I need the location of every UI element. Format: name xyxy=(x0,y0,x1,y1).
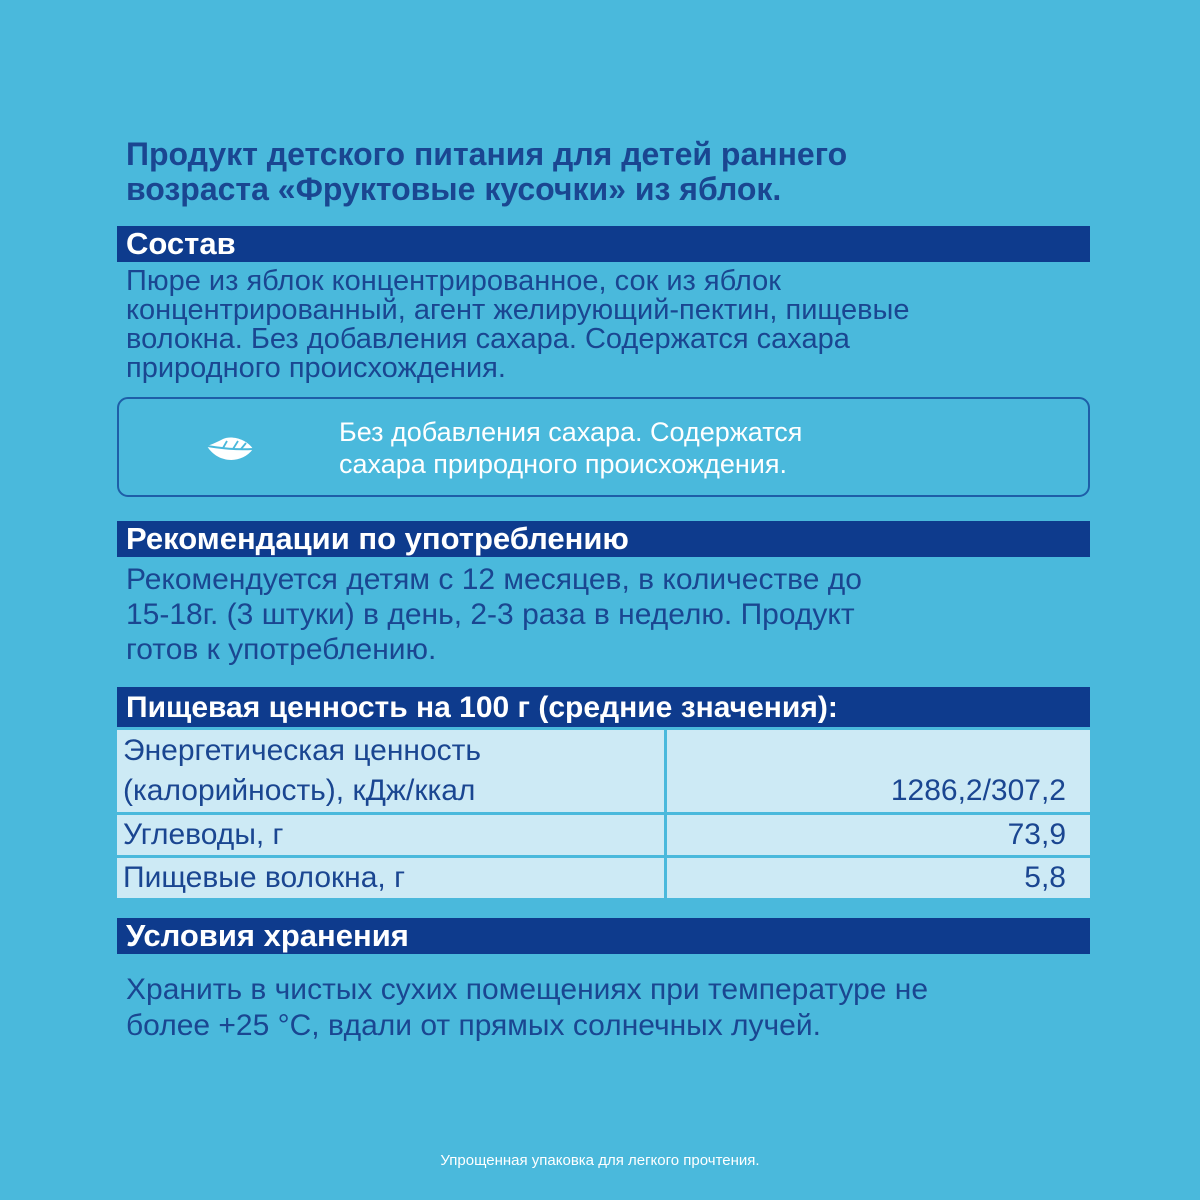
storage-line: более +25 °С, вдали от прямых солнечных лучей. xyxy=(126,1009,821,1042)
nutrition-label xyxy=(117,729,666,814)
label-panel xyxy=(117,137,1090,1044)
nutrition-label: Углеводы, г xyxy=(117,814,666,857)
table-row xyxy=(117,729,1090,814)
nutrition-table xyxy=(117,687,1090,898)
recommendations-text xyxy=(117,562,1090,667)
recommendations-line: 15-18г. (3 штуки) в день, 2-3 раза в неделю. Продукт xyxy=(126,598,855,631)
no-added-sugar-callout xyxy=(117,397,1090,497)
composition-text xyxy=(117,267,1090,383)
composition-line: Пюре из яблок концентрированное, сок из яблок xyxy=(126,265,781,297)
composition-line: волокна. Без добавления сахара. Содержатся сахара xyxy=(126,323,850,355)
nutrition-label-line: (калорийность), кДж/ккал xyxy=(123,774,476,807)
composition-line: природного происхождения. xyxy=(126,352,506,384)
callout-line: сахара природного происхождения. xyxy=(339,449,787,479)
product-title xyxy=(126,137,1090,207)
nutrition-value: 73,9 xyxy=(666,814,1091,857)
recommendations-line: Рекомендуется детям с 12 месяцев, в количестве до xyxy=(126,563,862,596)
storage-text xyxy=(117,972,1090,1044)
table-row xyxy=(117,857,1090,899)
product-title-line: Продукт детского питания для детей раннего xyxy=(126,136,848,172)
recommendations-line: готов к употреблению. xyxy=(126,633,437,666)
storage-line: Хранить в чистых сухих помещениях при температуре не xyxy=(126,973,929,1006)
storage-header: Условия хранения xyxy=(117,918,1090,954)
nutrition-value: 5,8 xyxy=(666,857,1091,899)
nutrition-label: Пищевые волокна, г xyxy=(117,857,666,899)
footnote: Упрощенная упаковка для легкого прочтения. xyxy=(440,1152,760,1169)
nutrition-label-line: Энергетическая ценность xyxy=(123,734,482,767)
composition-line: концентрированный, агент желирующий-пектин, пищевые xyxy=(126,294,910,326)
nutrition-header: Пищевая ценность на 100 г (средние значения): xyxy=(117,687,1090,729)
product-title-line: возраста «Фруктовые кусочки» из яблок. xyxy=(126,171,782,207)
recommendations-header: Рекомендации по употреблению xyxy=(117,521,1090,557)
leaf-icon xyxy=(203,433,257,465)
nutrition-value: 1286,2/307,2 xyxy=(666,729,1091,814)
callout-line: Без добавления сахара. Содержатся xyxy=(339,417,803,447)
callout-text xyxy=(339,416,802,480)
composition-header: Состав xyxy=(117,226,1090,262)
table-row xyxy=(117,814,1090,857)
